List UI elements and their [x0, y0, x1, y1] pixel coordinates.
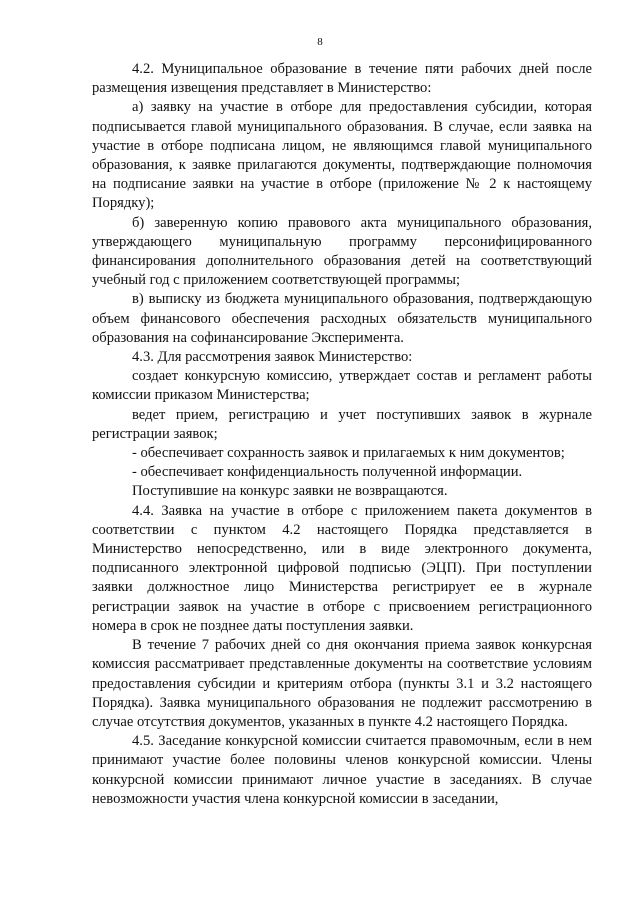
paragraph-4-2-b: б) заверенную копию правового акта муниципального образования, утверждающего муниципальную программу персонифицированного финансирования дополнительного образования детей на соответствующий учебный год с приложением соответствующей программы;: [92, 214, 592, 289]
paragraph-4-2-v: в) выписку из бюджета муниципального образования, подтверждающую объем финансового обеспечения расходных обязательств муниципального образования на софинансирование Эксперимента.: [92, 291, 592, 346]
paragraph-4-4-review: В течение 7 рабочих дней со дня окончания приема заявок конкурсная комиссия рассматривает представленные документы на соответствие условиям предоставления субсидии и критериям отбора (пункты 3.1 и 3.2 настоящего Порядка). Заявка муниципального образования не подлежит рассмотрению в случае отсутствия документов, указанных в пункте 4.2 настоящего Порядка.: [92, 637, 592, 730]
paragraph-4-3-safety: - обеспечивает сохранность заявок и прилагаемых к ним документов;: [132, 445, 565, 462]
document-body: [92, 60, 592, 809]
paragraph-4-3-commission: создает конкурсную комиссию, утверждает состав и регламент работы комиссии приказом Министерства;: [92, 368, 592, 404]
page-number: 8: [317, 36, 323, 48]
paragraph-4-3-no-return: Поступившие на конкурс заявки не возвращаются.: [132, 483, 448, 500]
paragraph-4-5: 4.5. Заседание конкурсной комиссии считается правомочным, если в нем принимают участие более половины членов конкурсной комиссии. Члены конкурсной комиссии принимают личное участие в заседаниях. В случае невозможности участия члена конкурсной комиссии в заседании,: [92, 733, 592, 807]
paragraph-4-3: 4.3. Для рассмотрения заявок Министерство:: [132, 349, 413, 366]
paragraph-4-3-confidentiality: - обеспечивает конфиденциальность полученной информации.: [132, 464, 523, 481]
paragraph-4-3-registration: ведет прием, регистрацию и учет поступивших заявок в журнале регистрации заявок;: [92, 406, 592, 442]
paragraph-4-2-a: а) заявку на участие в отборе для предоставления субсидии, которая подписывается главой муниципального образования. В случае, если заявка на участие в отборе подписана лицом, не являющимся главой муниципального образования, к заявке прилагаются документы, подтверждающие полномочия на подписание заявки на участие в отборе (приложение № 2 к настоящему Порядку);: [92, 99, 592, 212]
paragraph-4-4: 4.4. Заявка на участие в отборе с приложением пакета документов в соответствии с пунктом 4.2 настоящего Порядка представляется в Министерство непосредственно, или в виде электронного документа, подписанного электронной цифровой подписью (ЭЦП). При поступлении заявки должностное лицо Министерства регистрирует ее в журнале регистрации заявок на участие в отборе с присвоением регистрационного номера в срок не позднее даты поступления заявки.: [92, 502, 592, 634]
paragraph-4-2: 4.2. Муниципальное образование в течение пяти рабочих дней после размещения извещения представляет в Министерство:: [92, 61, 592, 97]
